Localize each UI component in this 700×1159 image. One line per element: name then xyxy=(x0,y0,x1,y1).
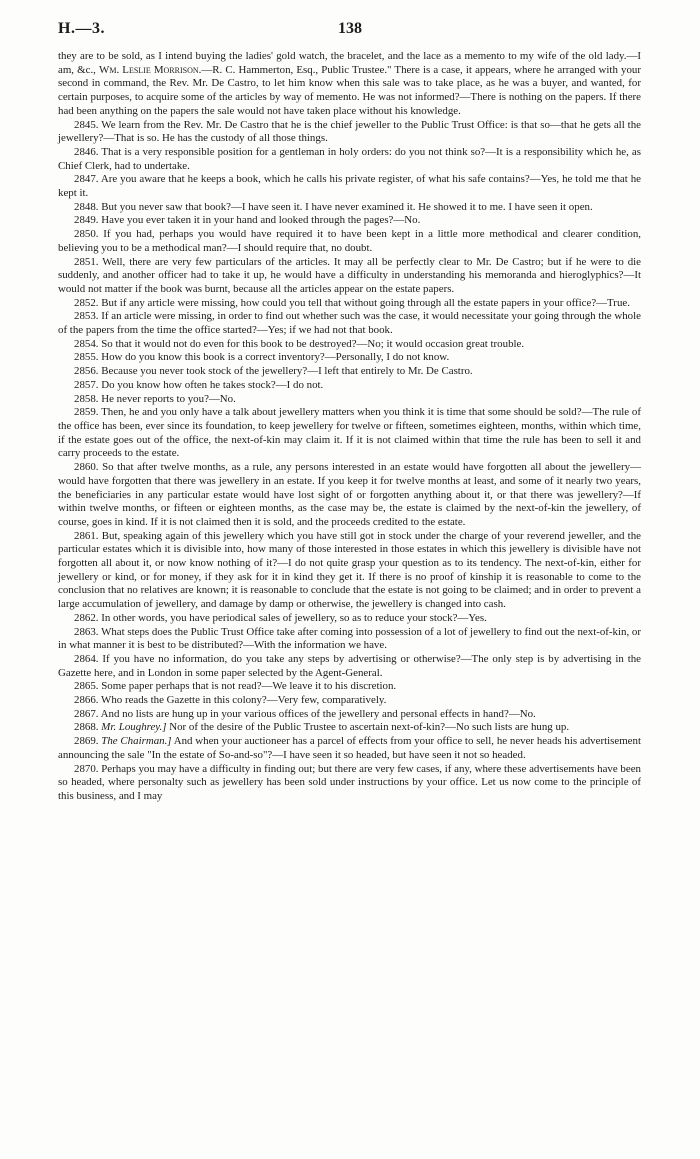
qa-text: If you had, perhaps you would have required it to have been kept in a little more methodical and clearer condition, believing you to be a methodical man?—I should require that, no doubt. xyxy=(58,228,641,254)
question-number: 2861. xyxy=(74,529,99,542)
page-number: 138 xyxy=(338,20,362,37)
question-number: 2848. xyxy=(74,200,99,213)
qa-paragraph xyxy=(58,228,641,255)
qa-paragraph xyxy=(58,530,641,612)
question-number: 2867. xyxy=(74,707,99,720)
qa-paragraph xyxy=(58,406,641,461)
letter-signature: Wm. Leslie Morrison xyxy=(99,63,199,76)
qa-paragraph xyxy=(58,201,641,215)
qa-paragraph xyxy=(58,338,641,352)
question-number: 2859. xyxy=(74,406,99,419)
question-number: 2866. xyxy=(74,694,99,707)
qa-text: Well, there are very few particulars of the articles. It may all be perfectly clear to Mr. De Castro; but if he were to die suddenly, and another officer had to take it up, he would have a difficulty in understanding his memoranda and hieroglyphics?—It would not matter if the book was burnt, because all the articles appear on the estate papers. xyxy=(58,255,641,295)
question-number: 2864. xyxy=(74,652,99,665)
qa-paragraph xyxy=(58,708,641,722)
qa-text: If an article were missing, in order to find out whether such was the case, it would necessitate your going through the whole of the papers from the time the office started?—Yes; if we had not that book. xyxy=(58,310,641,337)
qa-text: But if any article were missing, how could you tell that without going through all the estate papers in your office?—True. xyxy=(101,296,630,309)
question-number: 2858. xyxy=(74,392,99,405)
qa-paragraph xyxy=(58,256,641,297)
question-number: 2855. xyxy=(74,351,99,364)
qa-paragraph xyxy=(58,365,641,379)
qa-paragraph xyxy=(58,393,641,407)
question-number: 2846. xyxy=(74,145,99,158)
question-number: 2870. xyxy=(74,762,99,775)
qa-text: What steps does the Public Trust Office take after coming into possession of a lot of jewellery to find out the next-of-kin, or in what manner it is best to be distributed?—With the information we have. xyxy=(58,625,642,652)
question-number: 2845. xyxy=(74,118,99,131)
page-header xyxy=(58,20,642,46)
qa-text: Perhaps you may have a difficulty in finding out; but there are very few cases, if any, where these advertisements have been so headed, where personalty such as jewellery has been sold under instructions by your office. Let us now come to the principle of this business, and I may xyxy=(58,762,641,802)
qa-text: Who reads the Gazette in this colony?—Very few, comparatively. xyxy=(101,694,387,707)
speaker-label: The Chairman.] xyxy=(101,735,172,748)
question-number: 2851. xyxy=(74,255,99,268)
speaker-label: Mr. Loughrey.] xyxy=(101,721,167,734)
qa-text: How do you know this book is a correct inventory?—Personally, I do not know. xyxy=(101,351,450,364)
qa-text: But, speaking again of this jewellery which you have still got in stock under the charge of your reverend jeweller, and the particular estates which it is divisible into, how many of those interested in those estates in which this jewellery is divisible have not forgotten all about it, or now know nothing of it?—I do not quite grasp your question as to its tendency. The next-of-kin, either for jewellery or kind, or for money, if they ask for it in kind they get it. If there is no proof of kinship it is reasonable to come to the conclusion that no relatives are known; it is reasonable to conclude that the estate is not going to be claimed; and in order to prevent a large accumulation of jewellery, and damage by damp or otherwise, the jewellery is changed into cash. xyxy=(58,529,641,611)
qa-text: Are you aware that he keeps a book, which he calls his private register, of what his safe contains?—Yes, he told me that he kept it. xyxy=(58,173,642,200)
question-number: 2860. xyxy=(74,461,99,474)
qa-paragraph xyxy=(58,721,641,735)
opening-paragraph xyxy=(58,50,641,119)
qa-paragraph xyxy=(58,763,641,804)
opening-text-2: .—R. C. Hammerton, Esq., Public Trustee." There is a case, it appears, where he arranged with your second in command, the Rev. Mr. De Castro, to let him know when this sale was to take place, as he was a buyer, and wanted, for certain purposes, to acquire some of the articles by way of memento. He was not informed?—There is nothing on the papers. If there had been anything on the papers the sale would not have taken place without his knowledge. xyxy=(58,63,641,117)
question-number: 2849. xyxy=(74,214,99,227)
qa-text: Nor of the desire of the Public Trustee to ascertain next-of-kin?—No such lists are hung up. xyxy=(169,721,570,734)
qa-paragraph xyxy=(58,351,641,365)
qa-text: Because you never took stock of the jewellery?—I left that entirely to Mr. De Castro. xyxy=(101,365,473,378)
qa-paragraph xyxy=(58,214,641,228)
qa-paragraph xyxy=(58,653,641,680)
question-number: 2856. xyxy=(74,365,99,378)
qa-text: Some paper perhaps that is not read?—We leave it to his discretion. xyxy=(101,680,397,693)
qa-text: And no lists are hung up in your various offices of the jewellery and personal effects in hand?—No. xyxy=(100,707,536,720)
qa-paragraph xyxy=(58,735,641,762)
qa-text: Then, he and you only have a talk about jewellery matters when you think it is time that some should be sold?—The rule of the office has been, ever since its foundation, to keep jewellery for twelve or fifteen, sometimes eighteen, months, within which time, if the estate goes out of the office, the next-of-kin may claim it. If it is not claimed within that time the rule has been to sell it and carry proceeds to the estate. xyxy=(58,406,641,460)
qa-text: If you have no information, do you take any steps by advertising or otherwise?—The only step is by advertising in the Gazette here, and in London in some paper selected by the Agent-General. xyxy=(58,652,641,679)
qa-paragraph xyxy=(58,146,641,173)
question-number: 2865. xyxy=(74,680,99,693)
question-number: 2863. xyxy=(74,625,99,638)
question-number: 2862. xyxy=(74,611,99,624)
question-number: 2868. xyxy=(74,721,99,734)
question-number: 2869. xyxy=(74,735,99,748)
qa-text: That is a very responsible position for a gentleman in holy orders: do you not think so?—It is a responsibility which he, as Chief Clerk, had to undertake. xyxy=(58,145,641,172)
document-reference: H.—3. xyxy=(58,20,105,37)
question-number: 2852. xyxy=(74,296,99,309)
question-number: 2853. xyxy=(74,310,99,323)
qa-text: So that it would not do even for this book to be destroyed?—No; it would occasion great trouble. xyxy=(101,337,525,350)
qa-paragraph xyxy=(58,680,641,694)
document-body xyxy=(58,50,641,804)
qa-text: And when your auctioneer has a parcel of effects from your office to sell, he never heads his advertisement announcing the sale "In the estate of So-and-so"?—I have seen it so headed, but have seen it not so headed. xyxy=(58,735,641,761)
qa-paragraph xyxy=(58,310,641,337)
qa-paragraph xyxy=(58,694,641,708)
question-number: 2854. xyxy=(74,337,99,350)
qa-paragraph xyxy=(58,173,641,200)
opening-text-1: they are to be sold, as I intend buying the ladies' gold watch, the bracelet, and the lace as a memento to my wife of the old lady.—I am, &c., xyxy=(58,50,641,76)
qa-text: He never reports to you?—No. xyxy=(101,392,236,405)
qa-text: So that after twelve months, as a rule, any persons interested in an estate would have forgotten all about the jewellery—would have forgotten that there was jewellery in an estate. If you keep it for twelve months at least, and some of it nearly two years, the beneficiaries in any particular estate would have lost sight of or forgotten anything about it, or that there was jewellery?—If within twelve months, or fifteen or eighteen months, as the case may be, the estate is claimed by the next-of-kin the jewellery, of course, goes in kind. If it is not claimed then it is sold, and the proceeds credited to the estate. xyxy=(58,461,641,528)
qa-text: We learn from the Rev. Mr. De Castro that he is the chief jeweller to the Public Trust Office: is that so—that he gets all the jewellery?—That is so. He has the custody of all those things. xyxy=(58,118,641,145)
qa-text: Do you know how often he takes stock?—I do not. xyxy=(101,378,324,391)
qa-text: In other words, you have periodical sales of jewellery, so as to reduce your stock?—Yes. xyxy=(101,611,487,624)
qa-paragraph xyxy=(58,379,641,393)
qa-text: Have you ever taken it in your hand and looked through the pages?—No. xyxy=(101,214,421,227)
question-number: 2850. xyxy=(74,228,99,241)
question-number: 2847. xyxy=(74,173,99,186)
question-number: 2857. xyxy=(74,378,99,391)
qa-paragraph xyxy=(58,626,641,653)
qa-paragraph xyxy=(58,297,641,311)
qa-paragraph xyxy=(58,461,641,530)
qa-paragraph xyxy=(58,612,641,626)
qa-paragraph xyxy=(58,119,641,146)
qa-text: But you never saw that book?—I have seen it. I have never examined it. He showed it to me. I have seen it open. xyxy=(101,200,593,213)
